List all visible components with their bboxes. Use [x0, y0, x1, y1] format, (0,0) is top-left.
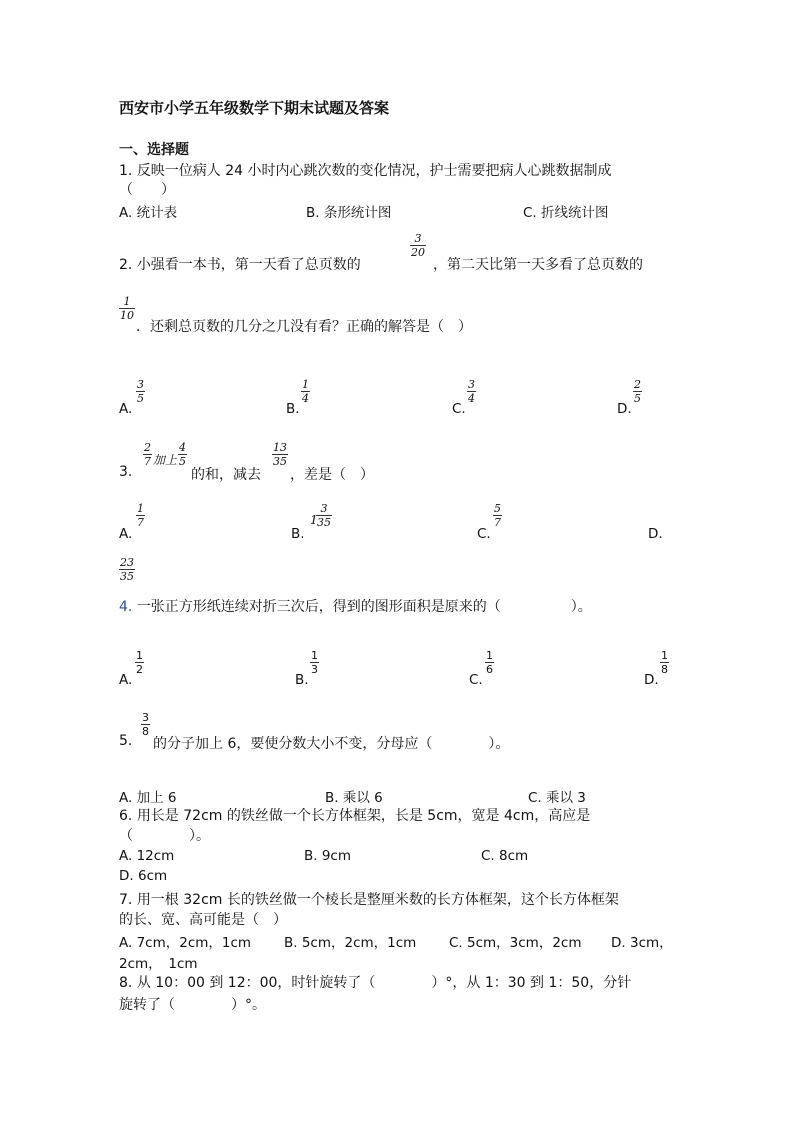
question-text: 用一根 32cm 长的铁丝做一个棱长是整厘米数的长方体框架，这个长方体框架	[136, 892, 619, 908]
page-title: 西安市小学五年级数学下期末试题及答案	[119, 99, 390, 117]
q3-option-c-fraction: $\frac{5}{7}$	[494, 502, 501, 529]
question-7-text	[119, 889, 619, 909]
question-text: 从 10：00 到 12：00，时针旋转了（ ）°，从 1：30 到 1：50，分针	[136, 975, 632, 991]
q3-option-b-whole: 1	[310, 513, 318, 527]
question-5-text: 的分子加上 6，要使分数大小不变，分母应（ ）。	[153, 736, 510, 752]
question-3-number: 3.	[119, 464, 133, 480]
question-5-number: 5.	[119, 733, 133, 749]
q2-option-d-fraction: $\frac{2}{5}$	[634, 378, 641, 405]
q2-option-b-label: B.	[286, 401, 300, 417]
q1-option-b: B. 条形统计图	[306, 205, 392, 221]
fraction-2-7: $\frac{2}{7}$	[144, 441, 151, 468]
q3-option-a-fraction: $\frac{1}{7}$	[137, 502, 144, 529]
question-1-text	[119, 160, 612, 180]
fraction-1-10	[119, 296, 135, 321]
numerator: 3	[414, 232, 422, 245]
fraction-3-20	[410, 233, 426, 258]
question-number: 4.	[119, 599, 133, 615]
q3-option-b-fraction: $\frac{3}{35}$	[317, 502, 331, 529]
q4-option-a-label: A.	[119, 672, 133, 688]
question-2-text-end: ．还剩总页数的几分之几没有看？正确的解答是（ ）	[136, 319, 472, 335]
question-6-blank: （ ）。	[119, 828, 210, 844]
q7-option-c: C. 5cm，3cm，2cm	[449, 935, 582, 951]
q4-option-a-fraction: $\frac{1}{2}$	[136, 649, 143, 676]
question-number: 1.	[119, 163, 133, 179]
question-7-text-cont: 的长、宽、高可能是（ ）	[119, 912, 287, 928]
q3-option-d-fraction: $\frac{23}{35}$	[120, 556, 134, 583]
q7-option-a: A. 7cm，2cm，1cm	[119, 935, 252, 951]
question-2-text-cont: ，第二天比第一天多看了总页数的	[433, 257, 643, 273]
fraction-3-8: $\frac{3}{8}$	[142, 711, 149, 738]
q7-option-b: B. 5cm，2cm，1cm	[284, 935, 417, 951]
q4-option-b-label: B.	[295, 672, 309, 688]
q1-option-c: C. 折线统计图	[523, 205, 609, 221]
q6-option-c: C. 8cm	[481, 848, 529, 864]
q4-option-c-fraction: $\frac{1}{6}$	[486, 649, 493, 676]
q6-option-d: D. 6cm	[119, 868, 168, 884]
q3-option-d-label: D.	[648, 526, 663, 542]
q2-option-a-label: A.	[119, 401, 133, 417]
q6-option-b: B. 9cm	[304, 848, 352, 864]
q4-option-d-label: D.	[644, 672, 659, 688]
q4-option-c-label: C.	[469, 672, 483, 688]
q5-option-b: B. 乘以 6	[325, 790, 383, 806]
question-text: 反映一位病人 24 小时内心跳次数的变化情况，护士需要把病人心跳数据制成	[136, 163, 612, 179]
q2-option-b-fraction: $\frac{1}{4}$	[302, 378, 309, 405]
q7-option-d: D. 3cm，	[611, 935, 673, 951]
question-6-text	[119, 805, 590, 825]
q4-option-d-fraction: $\frac{1}{8}$	[661, 649, 668, 676]
q3-option-a-label: A.	[119, 526, 133, 542]
question-number: 7.	[119, 892, 133, 908]
q5-option-c: C. 乘以 3	[528, 790, 586, 806]
question-text: 小强看一本书，第一天看了总页数的	[136, 257, 361, 273]
question-8-text	[119, 972, 631, 992]
question-4-text	[119, 596, 592, 616]
q6-option-a: A. 12cm	[119, 848, 175, 864]
q7-option-d-cont: 2cm， 1cm	[119, 956, 198, 972]
q3-option-c-label: C.	[477, 526, 491, 542]
question-8-text-cont: 旋转了（ ）°。	[119, 997, 266, 1013]
q3-option-b-label: B.	[291, 526, 305, 542]
question-text: 一张正方形纸连续对折三次后，得到的图形面积是原来的（ ）。	[136, 599, 592, 615]
question-3-mid: 加上	[153, 453, 178, 467]
question-number: 6.	[119, 808, 133, 824]
question-number: 2.	[119, 257, 133, 273]
denominator: 10	[120, 309, 134, 322]
section-heading: 一、选择题	[119, 142, 189, 158]
q2-option-a-fraction: $\frac{3}{5}$	[137, 378, 144, 405]
question-3-text: 的和，减去	[191, 467, 261, 483]
denominator: 20	[411, 246, 425, 259]
q2-option-c-fraction: $\frac{3}{4}$	[468, 378, 475, 405]
fraction-13-35: $\frac{13}{35}$	[273, 441, 287, 468]
q2-option-c-label: C.	[452, 401, 466, 417]
question-text: 用长是 72cm 的铁丝做一个长方体框架，长是 5cm，宽是 4cm，高应是	[136, 808, 591, 824]
numerator: 1	[123, 295, 131, 308]
q2-option-d-label: D.	[617, 401, 632, 417]
q1-option-a: A. 统计表	[119, 205, 178, 221]
question-number: 8.	[119, 975, 133, 991]
q5-option-a: A. 加上 6	[119, 790, 177, 806]
fraction-4-5: $\frac{4}{5}$	[179, 441, 186, 468]
q4-option-b-fraction: $\frac{1}{3}$	[311, 649, 318, 676]
question-2-text	[119, 254, 361, 274]
question-3-text-end: ，差是（ ）	[290, 467, 374, 483]
question-1-blank: （ ）	[119, 182, 175, 198]
